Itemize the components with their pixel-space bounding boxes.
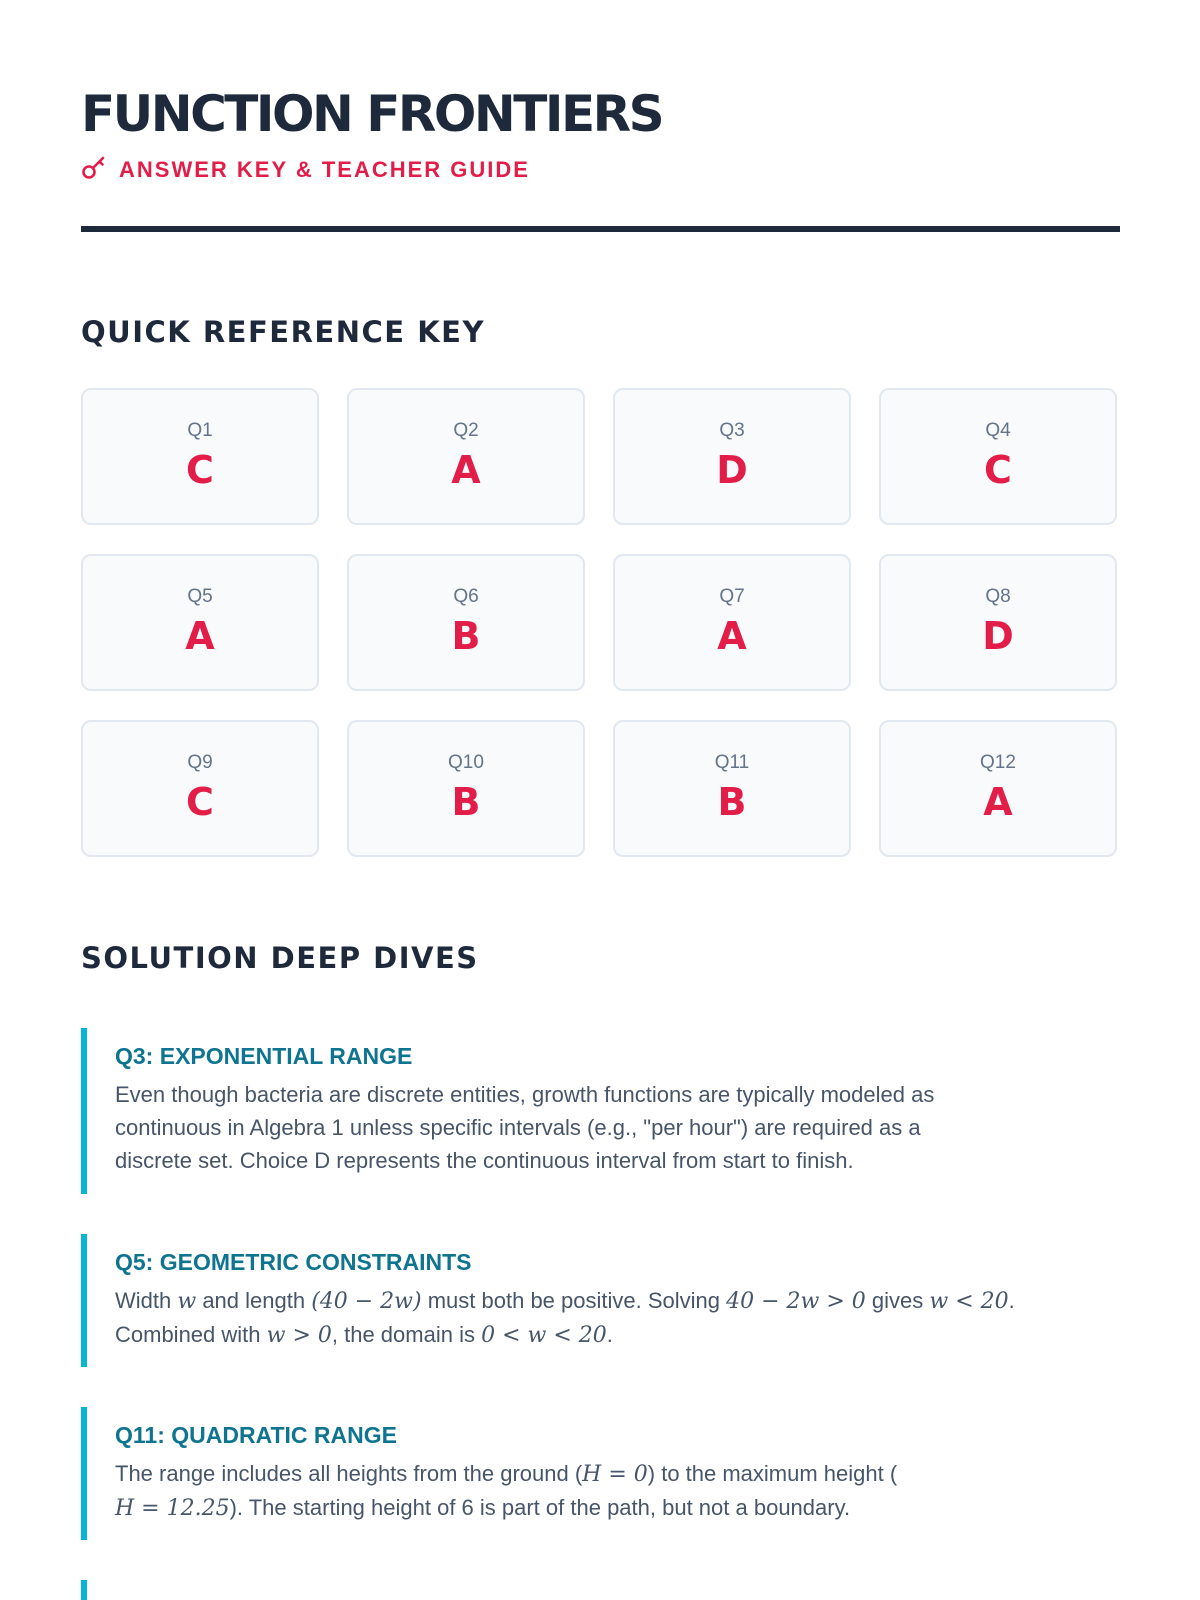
question-number: Q2 — [453, 420, 479, 441]
answer-letter: C — [186, 448, 214, 492]
question-number: Q12 — [980, 752, 1016, 773]
answer-card — [613, 720, 851, 857]
answer-letter: D — [982, 614, 1014, 658]
page-subtitle — [81, 154, 530, 186]
answer-card — [879, 554, 1117, 691]
page-title: FUNCTION FRONTIERS — [81, 85, 663, 143]
solution-line: Even though bacteria are discrete entities, growth functions are typically modeled as — [115, 1082, 935, 1107]
solution-card-partial — [81, 1580, 1120, 1600]
question-number: Q9 — [187, 752, 213, 773]
text-run: . — [1008, 1288, 1015, 1313]
answer-letter: A — [717, 614, 747, 658]
solution-line — [115, 1318, 1120, 1352]
text-run: ). The starting height of 6 is part of the path, but not a boundary. — [229, 1495, 851, 1520]
text-run: ) to the maximum height ( — [647, 1461, 898, 1486]
text-run: and length — [196, 1288, 312, 1313]
solution-title: Q11: QUADRATIC RANGE — [115, 1422, 397, 1448]
subtitle-text: ANSWER KEY & TEACHER GUIDE — [119, 157, 530, 182]
question-number: Q1 — [187, 420, 213, 441]
solution-line — [115, 1491, 1120, 1525]
answer-card — [81, 388, 319, 525]
solution-card-q11 — [81, 1407, 1120, 1540]
question-number: Q5 — [187, 586, 213, 607]
header-divider — [81, 226, 1120, 232]
answer-letter: D — [716, 448, 748, 492]
solution-card-q5 — [81, 1234, 1120, 1367]
answer-letter: B — [451, 780, 481, 824]
quick-reference-title: QUICK REFERENCE KEY — [81, 315, 485, 349]
text-run: , the domain is — [331, 1322, 482, 1347]
solutions-title: SOLUTION DEEP DIVES — [81, 941, 479, 975]
solution-line — [115, 1457, 1120, 1491]
question-number: Q10 — [448, 752, 484, 773]
question-number: Q3 — [719, 420, 745, 441]
text-run: must both be positive. Solving — [421, 1288, 727, 1313]
answer-card — [347, 554, 585, 691]
key-icon — [81, 154, 107, 186]
solution-line — [115, 1284, 1120, 1318]
answer-card — [81, 554, 319, 691]
answer-card — [81, 720, 319, 857]
text-run: . — [606, 1322, 613, 1347]
solution-body — [115, 1457, 1120, 1525]
question-number: Q11 — [714, 752, 750, 773]
solution-body — [115, 1284, 1120, 1352]
answer-letter: A — [185, 614, 215, 658]
solution-body — [115, 1078, 1120, 1177]
math-expression: (40 − 2w) — [311, 1289, 422, 1314]
text-run: The range includes all heights from the ground ( — [115, 1461, 583, 1486]
solution-line: discrete set. Choice D represents the continuous interval from start to finish. — [115, 1148, 854, 1173]
question-number: Q8 — [985, 586, 1011, 607]
question-number: Q7 — [719, 586, 745, 607]
answer-letter: A — [983, 780, 1013, 824]
math-expression: w < 20 — [929, 1289, 1009, 1314]
answer-letter: A — [451, 448, 481, 492]
math-expression: w > 0 — [266, 1323, 332, 1348]
solution-title: Q5: GEOMETRIC CONSTRAINTS — [115, 1249, 472, 1275]
answer-card — [879, 720, 1117, 857]
question-number: Q6 — [453, 586, 479, 607]
math-expression: H = 0 — [582, 1462, 648, 1487]
answer-card — [347, 720, 585, 857]
answer-letter: B — [451, 614, 481, 658]
answer-card — [347, 388, 585, 525]
math-expression: 40 − 2w > 0 — [726, 1289, 866, 1314]
solution-line: continuous in Algebra 1 unless specific intervals (e.g., "per hour") are required as a — [115, 1115, 921, 1140]
solution-card-q3 — [81, 1028, 1120, 1194]
question-number: Q4 — [985, 420, 1011, 441]
text-run: Combined with — [115, 1322, 267, 1347]
text-run: gives — [865, 1288, 930, 1313]
answer-card — [613, 388, 851, 525]
quick-reference-grid — [81, 388, 1120, 857]
answer-card — [879, 388, 1117, 525]
answer-letter: C — [984, 448, 1012, 492]
math-expression: 0 < w < 20 — [481, 1323, 607, 1348]
math-expression: w — [177, 1289, 197, 1314]
answer-letter: B — [717, 780, 747, 824]
text-run: Width — [115, 1288, 178, 1313]
math-expression: H = 12.25 — [115, 1496, 230, 1521]
answer-card — [613, 554, 851, 691]
answer-letter: C — [186, 780, 214, 824]
solution-title: Q3: EXPONENTIAL RANGE — [115, 1043, 413, 1069]
